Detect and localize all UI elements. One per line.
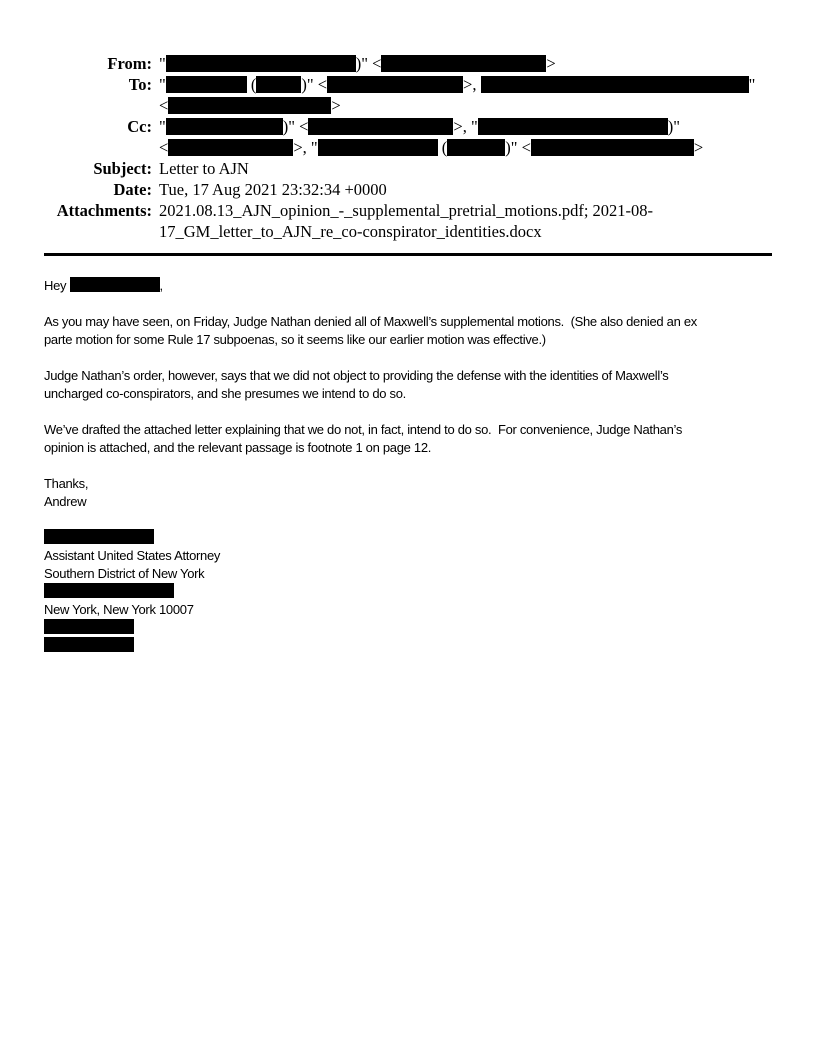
text-segment: >, ": [453, 117, 478, 136]
text-segment: Assistant United States Attorney: [44, 548, 221, 563]
subject-value: [159, 158, 772, 179]
redaction-bar: [381, 55, 546, 72]
paragraph-line: We’ve drafted the attached letter explaining that we do not, in fact, intend to do so. For convenience, Judge Nathan’s: [44, 422, 683, 437]
header-field-attachments: [44, 200, 772, 242]
signer-name: Andrew: [44, 494, 87, 509]
text-segment: )" <: [505, 138, 531, 157]
signature-block: [44, 529, 772, 655]
body-paragraph-2: [44, 367, 772, 403]
redaction-bar: [44, 619, 134, 634]
email-header: [44, 53, 772, 242]
email-body: [44, 277, 772, 655]
redaction-bar: [531, 139, 694, 156]
paragraph-line: opinion is attached, and the relevant passage is footnote 1 on page 12.: [44, 440, 432, 455]
redaction-bar: [256, 76, 301, 93]
redaction-bar: [70, 277, 160, 292]
closing-text: Thanks,: [44, 476, 89, 491]
redaction-bar: [44, 529, 154, 544]
header-field-to: [44, 74, 772, 116]
text-segment: (: [437, 138, 448, 157]
text-segment: ": [748, 75, 756, 94]
attachment-filenames-line-2: 17_GM_letter_to_AJN_re_co-conspirator_identities.docx: [159, 222, 542, 241]
attachment-filenames-line-1: 2021.08.13_AJN_opinion_-_supplemental_pretrial_motions.pdf; 2021-08-: [159, 201, 654, 220]
header-field-subject: [44, 158, 772, 179]
redaction-bar: [166, 76, 247, 93]
subject-text: Letter to AJN: [159, 159, 249, 178]
paragraph-line: parte motion for some Rule 17 subpoenas, so it seems like our earlier motion was effective.): [44, 332, 546, 347]
redaction-bar: [166, 55, 356, 72]
text-segment: New York, New York 10007: [44, 602, 194, 617]
cc-line-2: [159, 137, 772, 158]
to-label: To:: [128, 75, 152, 94]
signature-line-6: [44, 619, 772, 637]
header-divider: [44, 253, 772, 256]
redaction-bar: [168, 139, 293, 156]
text-segment: <: [159, 138, 169, 157]
redaction-bar: [318, 139, 438, 156]
attachments-label: Attachments:: [56, 201, 152, 220]
to-line-1: [159, 74, 772, 95]
text-segment: >: [331, 96, 341, 115]
date-label: Date:: [113, 180, 152, 199]
text-segment: )" <: [301, 75, 328, 94]
cc-value: [159, 116, 772, 158]
text-segment: )" <: [282, 117, 309, 136]
text-segment: ,: [159, 278, 163, 293]
subject-label: Subject:: [93, 159, 152, 178]
attachments-value: [159, 200, 772, 242]
from-label: From:: [107, 54, 152, 73]
header-field-cc: [44, 116, 772, 158]
text-segment: <: [159, 96, 169, 115]
cc-label: Cc:: [127, 117, 152, 136]
text-segment: ": [159, 54, 166, 73]
date-value: [159, 179, 772, 200]
text-segment: ": [159, 75, 166, 94]
text-segment: )": [667, 117, 680, 136]
text-segment: )" <: [355, 54, 382, 73]
text-segment: >,: [463, 75, 481, 94]
to-value: [159, 74, 772, 116]
text-segment: Hey: [44, 278, 70, 293]
text-segment: >, ": [293, 138, 318, 157]
header-field-from: [44, 53, 772, 74]
text-segment: >: [693, 138, 704, 157]
paragraph-line: uncharged co-conspirators, and she presumes we intend to do so.: [44, 386, 406, 401]
redaction-bar: [327, 76, 463, 93]
signature-line-7: [44, 637, 772, 655]
text-segment: >: [546, 54, 556, 73]
redaction-bar: [166, 118, 283, 135]
redaction-bar: [478, 118, 668, 135]
text-segment: ": [159, 117, 166, 136]
redaction-bar: [44, 637, 134, 652]
body-paragraph-3: [44, 421, 772, 457]
header-field-date: [44, 179, 772, 200]
redaction-bar: [308, 118, 453, 135]
redaction-bar: [447, 139, 505, 156]
from-line-1: [159, 53, 772, 74]
text-segment: Southern District of New York: [44, 566, 205, 581]
signature-line-5: [44, 601, 772, 619]
greeting-block: [44, 277, 772, 295]
date-text: Tue, 17 Aug 2021 23:32:34 +0000: [159, 180, 387, 199]
text-segment: (: [246, 75, 257, 94]
greeting-line: [44, 277, 772, 295]
signature-line-2: [44, 547, 772, 565]
closing-block: [44, 475, 772, 511]
redaction-bar: [168, 97, 331, 114]
to-line-2: [159, 95, 772, 116]
paragraph-line: Judge Nathan’s order, however, says that we did not object to providing the defense with the identities of Maxwell’s: [44, 368, 669, 383]
body-paragraph-1: [44, 313, 772, 349]
paragraph-line: As you may have seen, on Friday, Judge Nathan denied all of Maxwell’s supplemental motions. (She also denied an ex: [44, 314, 697, 329]
signature-line-1: [44, 529, 772, 547]
redaction-bar: [44, 583, 174, 598]
signature-line-4: [44, 583, 772, 601]
cc-line-1: [159, 116, 772, 137]
redaction-bar: [481, 76, 749, 93]
from-value: [159, 53, 772, 74]
signature-line-3: [44, 565, 772, 583]
